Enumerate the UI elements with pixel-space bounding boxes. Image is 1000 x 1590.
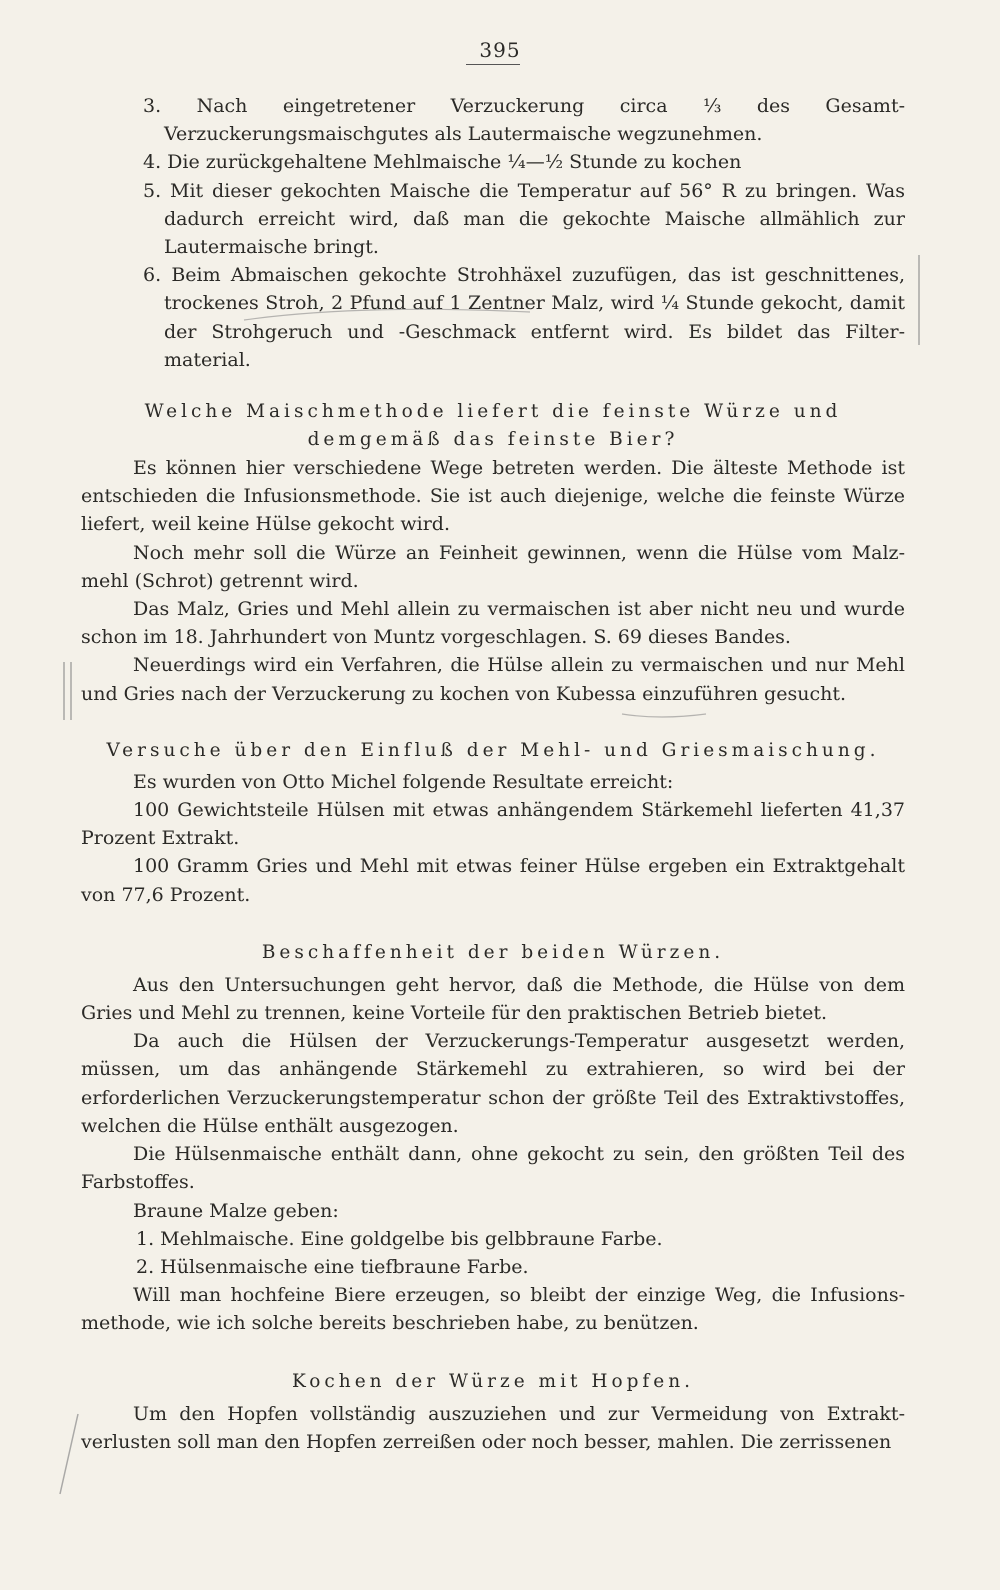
page-number: 395 (479, 38, 521, 62)
margin-pencil-slash (52, 1410, 92, 1500)
margin-pencil-mark (63, 662, 65, 720)
list-item-6: 6. Beim Abmaischen gekochte Strohhäxel zuzufügen, das ist geschnittenes, trockenes Stroh, 2 Pfund auf 1 Zentner Malz, wird ¼ Stunde gekocht, damit der Strohgeruch und -Geschmack entfernt wird. Es bildet das Filtermaterial. (143, 264, 905, 371)
list-item: 2. Hülsenmaische eine tiefbraune Farbe. (136, 1255, 529, 1278)
paragraph: 100 Gewichtsteile Hülsen mit etwas anhängendem Stärkemehl lieferten 41,37 Prozent Extrakt. (81, 799, 905, 850)
heading-beschaffenheit: Beschaffenheit der beiden Würzen. (261, 941, 725, 963)
paragraph: 100 Gramm Gries und Mehl mit etwas feiner Hülse ergeben ein Extraktgehalt von 77,6 Prozent. (81, 855, 905, 906)
paragraph: Aus den Untersuchungen geht hervor, daß die Methode, die Hülse von dem Gries und Mehl zu trennen, keine Vorteile für den praktischen Betrieb bietet. (81, 973, 905, 1025)
margin-pencil-mark (70, 662, 72, 720)
paragraph: Es können hier verschiedene Wege betreten werden. Die älteste Methode ist entschieden die Infusionsmethode. Sie ist auch diejenige, welche die feinste Würze liefert, weil keine Hülse gekocht wird. (81, 457, 905, 536)
paragraph: Um den Hopfen vollständig auszuziehen und zur Vermeidung von Extraktverlusten soll man den Hopfen zerreißen oder noch besser, mahlen. Die zerrissenen (81, 1402, 905, 1453)
page-number-rule (466, 64, 520, 65)
list-item-3: 3. Nach eingetretener Verzuckerung circa ⅓ des Gesamt-Verzuckerungsmaischgutes als Lautermaische wegzunehmen. (143, 95, 905, 146)
paragraph: Neuerdings wird ein Verfahren, die Hülse allein zu vermaischen und nur Mehl und Gries nach der Verzuckerung zu kochen von Kubessa einzuführen gesucht. (81, 654, 905, 705)
underline-pencil-mark (240, 298, 540, 328)
paragraph: Es wurden von Otto Michel folgende Resultate erreicht: (133, 770, 674, 793)
paragraph: Da auch die Hülsen der Verzuckerungs-Temperatur ausgesetzt werden, müssen, um das anhängende Stärkemehl zu extrahieren, so wird bei der erforderlichen Verzuckerungstemperatur schon der größte Teil des Extraktivstoffes, welchen die Hülse enthält ausgezogen. (81, 1030, 905, 1137)
underline-pencil-mark (620, 706, 710, 726)
list-item-4: 4. Die zurückgehaltene Mehlmaische ¼—½ Stunde zu kochen (143, 151, 742, 174)
page-body (81, 92, 905, 1456)
paragraph: Will man hochfeine Biere erzeugen, so bleibt der einzige Weg, die Infusionsmethode, wie ich solche bereits beschrieben habe, zu benützen. (81, 1284, 905, 1335)
heading-versuche: Versuche über den Einfluß der Mehl- und Griesmaischung. (106, 739, 880, 761)
heading-maischmethode: Welche Maischmethode liefert die feinste Würze und demgemäß das feinste Bier? (144, 401, 842, 451)
list-item: 1. Mehlmaische. Eine goldgelbe bis gelbbraune Farbe. (136, 1227, 663, 1250)
paragraph: Das Malz, Gries und Mehl allein zu vermaischen ist aber nicht neu und wurde schon im 18. Jahrhundert von Muntz vorgeschlagen. S. 69 dieses Bandes. (81, 598, 905, 649)
margin-pencil-mark (918, 255, 920, 345)
paragraph: Die Hülsenmaische enthält dann, ohne gekocht zu sein, den größten Teil des Farbstoffes. (81, 1143, 905, 1194)
heading-kochen: Kochen der Würze mit Hopfen. (291, 1370, 695, 1392)
paragraph: Noch mehr soll die Würze an Feinheit gewinnen, wenn die Hülse vom Malzmehl (Schrot) getrennt wird. (81, 541, 905, 592)
list-item-5: 5. Mit dieser gekochten Maische die Temperatur auf 56° R zu bringen. Was dadurch erreicht wird, daß man die gekochte Maische allmählich zur Lautermaische bringt. (143, 179, 905, 259)
paragraph: Braune Malze geben: (133, 1199, 339, 1222)
